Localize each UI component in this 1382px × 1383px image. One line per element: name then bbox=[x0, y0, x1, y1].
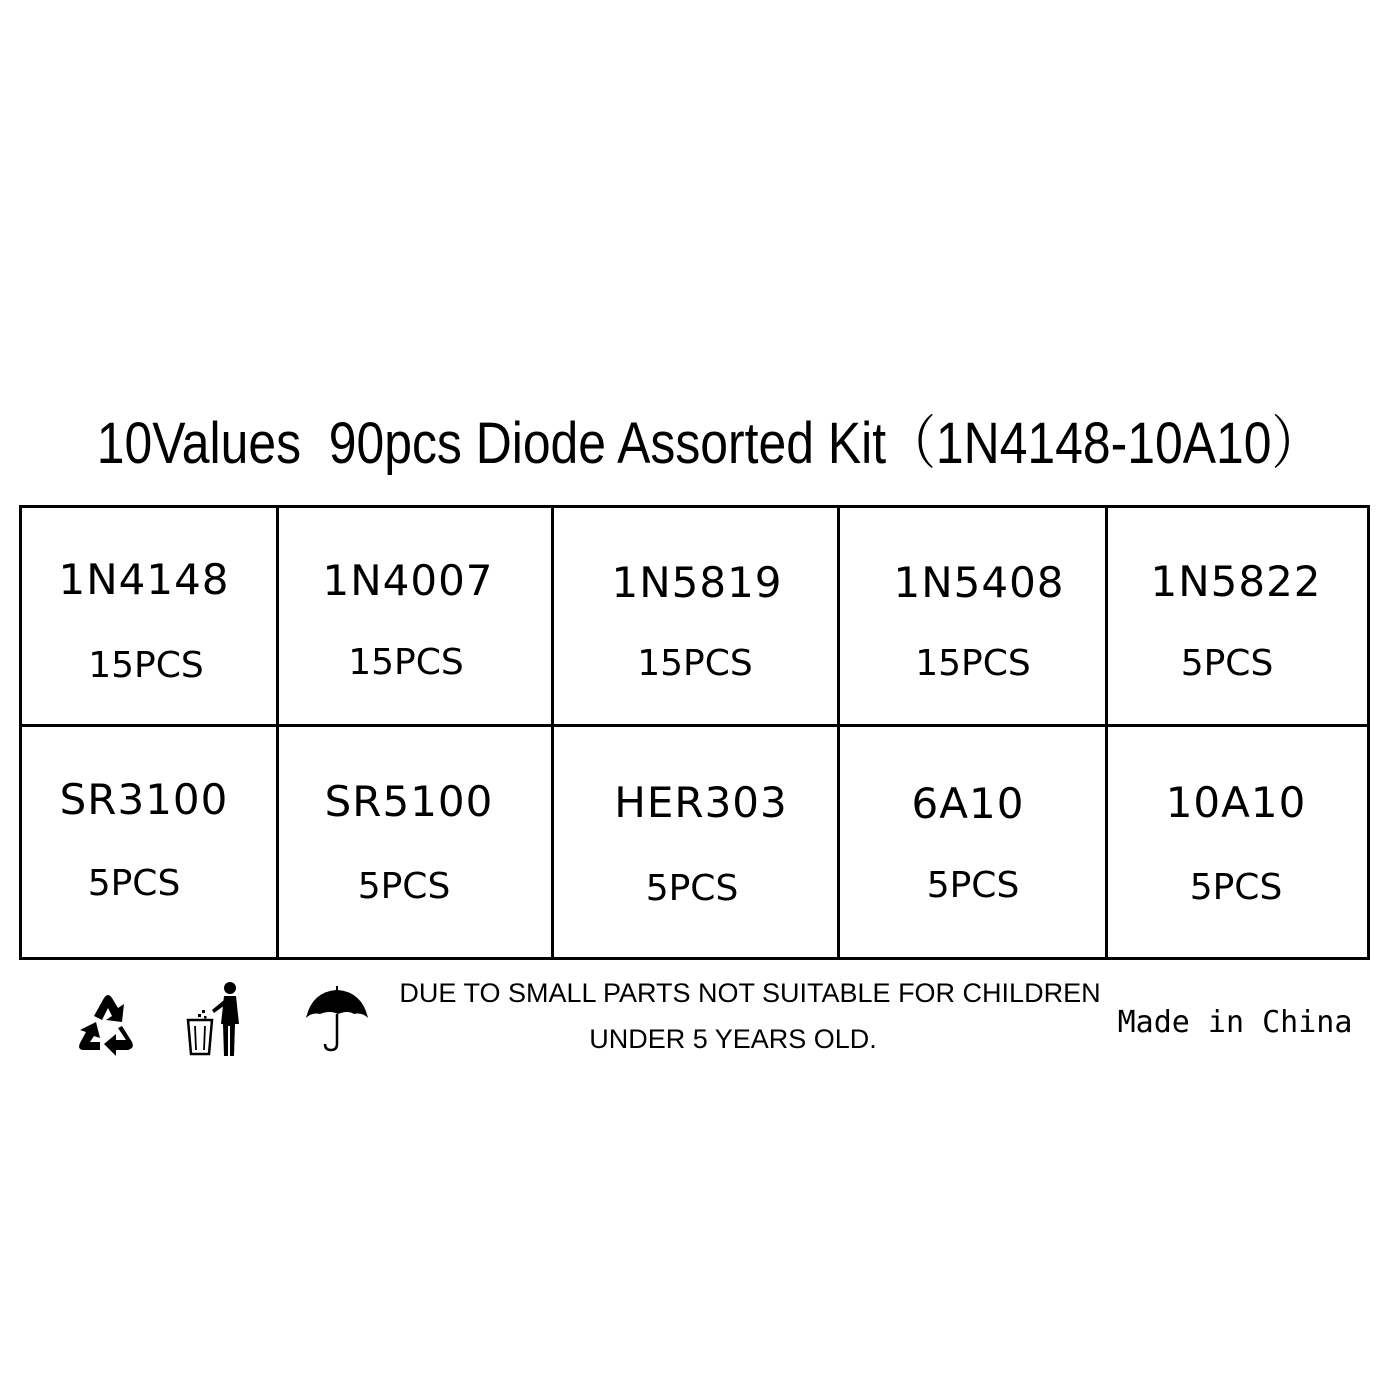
cell-model-1n5822: 1N5822 bbox=[1150, 557, 1322, 606]
cell-model-her303: HER303 bbox=[614, 778, 788, 827]
cell-qty-1n4007: 15PCS bbox=[348, 642, 464, 683]
umbrella-icon bbox=[302, 984, 372, 1054]
cell-model-1n4007: 1N4007 bbox=[322, 556, 494, 605]
recycle-icon bbox=[72, 990, 144, 1058]
cell-qty-1n4148: 15PCS bbox=[88, 645, 204, 686]
cell-qty-1n5822: 5PCS bbox=[1180, 643, 1274, 684]
cell-qty-sr3100: 5PCS bbox=[87, 863, 181, 904]
cell-qty-sr5100: 5PCS bbox=[357, 866, 451, 907]
cell-qty-her303: 5PCS bbox=[645, 868, 739, 909]
made-in-label: Made in China bbox=[1117, 1005, 1353, 1040]
cell-qty-10a10: 5PCS bbox=[1189, 867, 1283, 908]
cell-model-6a10: 6A10 bbox=[911, 779, 1025, 828]
warning-line-2: UNDER 5 YEARS OLD. bbox=[589, 1024, 877, 1054]
cell-qty-6a10: 5PCS bbox=[926, 865, 1020, 906]
grid-divider bbox=[22, 724, 1367, 727]
cell-model-sr3100: SR3100 bbox=[59, 775, 229, 824]
cell-model-1n4148: 1N4148 bbox=[58, 555, 230, 604]
trash-disposal-icon bbox=[184, 980, 248, 1058]
kit-title: 10Values 90pcs Diode Assorted Kit（1N4148-10A10） bbox=[96, 411, 1322, 476]
cell-qty-1n5819: 15PCS bbox=[637, 643, 753, 684]
cell-model-sr5100: SR5100 bbox=[324, 777, 494, 826]
cell-qty-1n5408: 15PCS bbox=[915, 643, 1031, 684]
cell-model-1n5408: 1N5408 bbox=[893, 558, 1065, 607]
diode-grid bbox=[19, 505, 1370, 960]
warning-line-1: DUE TO SMALL PARTS NOT SUITABLE FOR CHILDREN bbox=[399, 978, 1101, 1008]
cell-model-1n5819: 1N5819 bbox=[611, 558, 783, 607]
cell-model-10a10: 10A10 bbox=[1165, 778, 1307, 827]
